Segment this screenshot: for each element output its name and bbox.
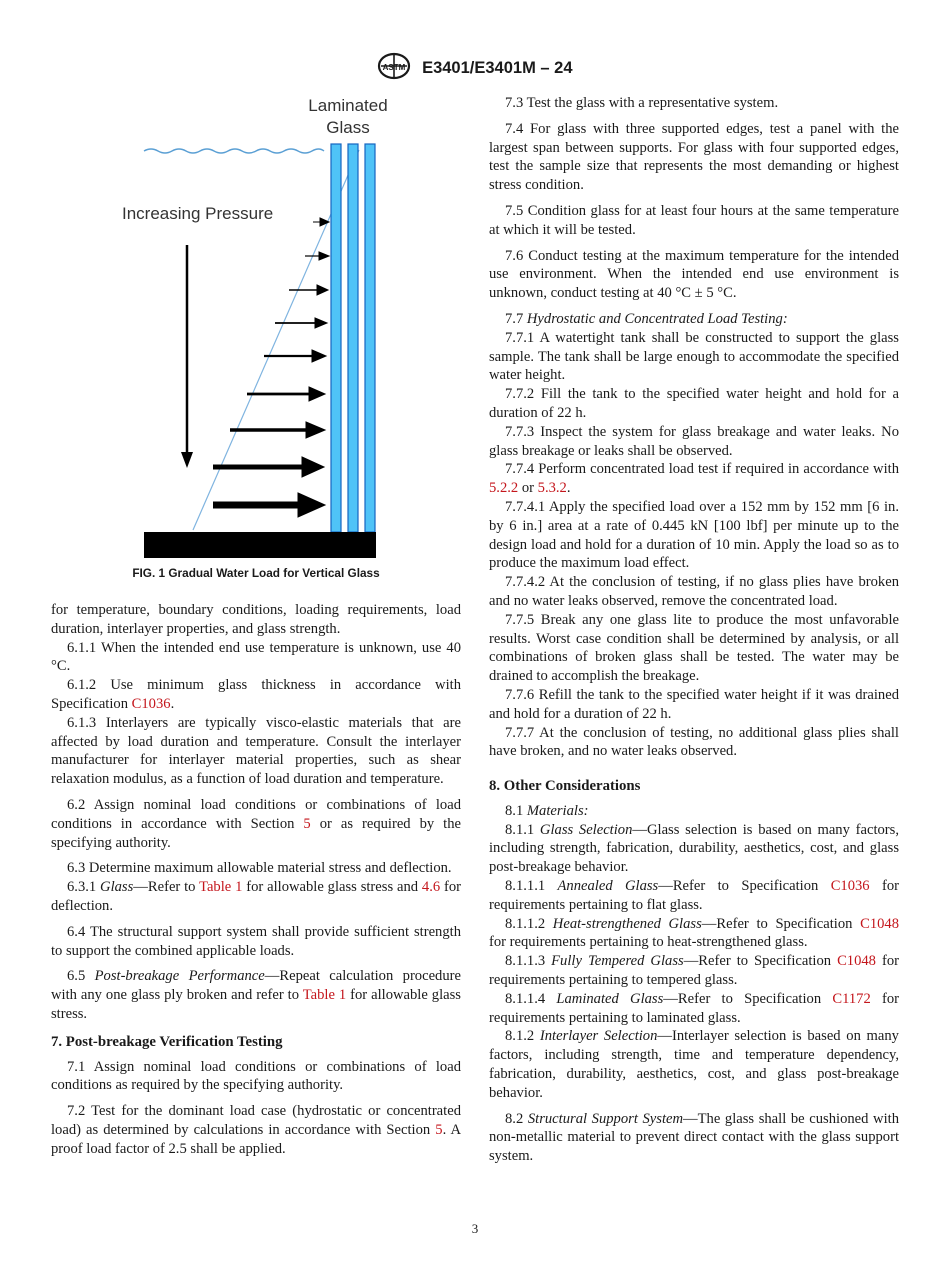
paragraph-7-1: 7.1 Assign nominal load conditions or combinations of load conditions as required by the specifying authority.	[51, 1058, 461, 1094]
paragraph-6-4: 6.4 The structural support system shall provide sufficient strength to support the combined applicable loads.	[51, 923, 461, 959]
water-surface	[144, 149, 324, 153]
page-number: 3	[471, 1221, 479, 1236]
link-section-5[interactable]: 5	[303, 815, 311, 832]
paragraph-6-2: 6.2 Assign nominal load conditions or combinations of load conditions in accordance with Section 5 or as required by the specifying authority.	[51, 796, 461, 851]
link-c1036[interactable]: C1036	[131, 695, 171, 712]
paragraph: for temperature, boundary conditions, loading requirements, load duration, interlayer properties, and glass strength.	[51, 602, 461, 637]
paragraph-7-7-4: 7.7.4 Perform concentrated load test if required in accordance with 5.2.2 or 5.3.2.	[489, 461, 899, 497]
paragraph-8-2: 8.2 Structural Support System—The glass shall be cushioned with non-metallic material to prevent direct contact with the glass support system.	[489, 1110, 899, 1165]
section-heading-7: 7. Post-breakage Verification Testing	[51, 1033, 283, 1050]
link-5-2-2[interactable]: 5.2.2	[489, 480, 519, 497]
paragraph-7-7-6: 7.7.6 Refill the tank to the specified water height if it was drained and hold for a duration of 22 h.	[489, 686, 899, 722]
paragraph-7-6: 7.6 Conduct testing at the maximum temperature for the intended use environment. When the intended end use environment is unknown, conduct testing at 40 °C ± 5 °C.	[489, 247, 899, 302]
paragraph-7-5: 7.5 Condition glass for at least four hours at the same temperature at which it will be tested.	[489, 202, 899, 238]
paragraph-8-1-1: 8.1.1 Glass Selection—Glass selection is based on many factors, including strength, fabrication, durability, aesthetics, cost, and glass post-breakage behavior.	[489, 821, 899, 876]
paragraph-7-7-5: 7.7.5 Break any one glass lite to produce the most unfavorable results. Worst case condition shall be determined by analysis, or all combinations of broken glass shall be tested. The water may be drained to accomplish the breakage.	[489, 611, 899, 685]
paragraph-6-5: 6.5 Post-breakage Performance—Repeat calculation procedure with any one glass ply broken and refer to Table 1 for allowable glass stress.	[51, 968, 461, 1022]
paragraph-6-1-2: 6.1.2 Use minimum glass thickness in accordance with Specification C1036.	[51, 677, 461, 712]
paragraph-8-1-1-4: 8.1.1.4 Laminated Glass—Refer to Specification C1172 for requirements pertaining to laminated glass.	[489, 990, 900, 1026]
paragraph-7-2: 7.2 Test for the dominant load case (hydrostatic or concentrated load) as determined by calculations in accordance with Section 5. A proof load factor of 2.5 shall be applied.	[51, 1103, 461, 1157]
astm-logo-icon	[377, 52, 411, 85]
figure-caption: FIG. 1 Gradual Water Load for Vertical Glass	[132, 566, 380, 580]
link-4-6[interactable]: 4.6	[421, 879, 441, 896]
page-header	[0, 52, 950, 85]
link-c1048[interactable]: C1048	[837, 953, 876, 970]
paragraph-7-7-4-2: 7.7.4.2 At the conclusion of testing, if no glass plies have broken and no water leaks observed, remove the concentrated load.	[489, 574, 899, 609]
right-column	[489, 94, 899, 1166]
paragraph-7-7-7: 7.7.7 At the conclusion of testing, no additional glass plies shall have broken, and no water leaks observed.	[489, 724, 899, 760]
paragraph-8-1-1-1: 8.1.1.1 Annealed Glass—Refer to Specification C1036 for requirements pertaining to flat glass.	[489, 878, 899, 913]
paragraph-8-1: 8.1 Materials:	[505, 802, 589, 819]
document-designation: E3401/E3401M – 24	[422, 59, 573, 77]
pressure-arrows	[213, 218, 329, 517]
glass-pane-3	[365, 144, 375, 532]
paragraph-6-3: 6.3 Determine maximum allowable material stress and deflection.	[67, 860, 452, 877]
paragraph-7-7: 7.7 Hydrostatic and Concentrated Load Testing:	[505, 310, 788, 327]
paragraph-7-7-3: 7.7.3 Inspect the system for glass breakage and water leaks. No glass breakage or leaks shall be observed.	[489, 423, 899, 459]
paragraph-8-1-2: 8.1.2 Interlayer Selection—Interlayer selection is based on many factors, including strength, time and temperature dependency, fabrication, durability, aesthetics, cost, and glass post-breakage behavior.	[489, 1028, 899, 1101]
link-section-5[interactable]: 5	[435, 1121, 443, 1138]
link-5-3-2[interactable]: 5.3.2	[537, 480, 567, 497]
link-c1036[interactable]: C1036	[830, 878, 870, 895]
link-table-1[interactable]: Table 1	[199, 879, 243, 896]
glass-label-line2: Glass	[326, 118, 370, 137]
glass-label-line1: Laminated	[308, 96, 388, 115]
paragraph-6-1-3: 6.1.3 Interlayers are typically visco-elastic materials that are affected by load duration and temperature. Consult the interlayer manufacturer for interlayer material properties, such as shear relaxation modulus, as a function of load duration and temperature.	[51, 714, 461, 788]
svg-text:ASTM: ASTM	[383, 63, 406, 72]
pressure-label: Increasing Pressure	[122, 204, 274, 223]
paragraph-7-7-1: 7.7.1 A watertight tank shall be constructed to support the glass sample. The tank shall be large enough to accommodate the specified water height.	[489, 329, 899, 384]
section-heading-8: 8. Other Considerations	[489, 778, 641, 795]
base-support	[144, 532, 376, 558]
paragraph-7-3: 7.3 Test the glass with a representative system.	[505, 95, 779, 111]
paragraph-8-1-1-2: 8.1.1.2 Heat-strengthened Glass—Refer to Specification C1048 for requirements pertaining to heat-strengthened glass.	[489, 915, 900, 951]
paragraph-7-7-2: 7.7.2 Fill the tank to the specified water height and hold for a duration of 22 h.	[489, 386, 899, 421]
link-c1172[interactable]: C1172	[832, 990, 871, 1007]
link-table-1[interactable]: Table 1	[302, 987, 347, 1004]
paragraph-7-7-4-1: 7.7.4.1 Apply the specified load over a 152 mm by 152 mm [6 in. by 6 in.] area at a rate of 0.445 kN [100 lbf] per minute up to the design load and hold for a duration of 10 min. Apply the load so as to produce the maximum load effect.	[489, 498, 899, 572]
glass-pane-1	[331, 144, 341, 532]
glass-pane-2	[348, 144, 358, 532]
left-column	[51, 601, 461, 1159]
figure-1	[100, 92, 410, 560]
paragraph-7-4: 7.4 For glass with three supported edges, test a panel with the largest span between supports. For glass with four supported edges, test the sample size that represents the most demanding or highest stress condition.	[489, 120, 899, 194]
link-c1048[interactable]: C1048	[860, 915, 900, 932]
paragraph-8-1-1-3: 8.1.1.3 Fully Tempered Glass—Refer to Specification C1048 for requirements pertaining to tempered glass.	[489, 953, 900, 989]
paragraph-6-3-1: 6.3.1 Glass—Refer to Table 1 for allowable glass stress and 4.6 for deflection.	[51, 879, 461, 914]
paragraph-6-1-1: 6.1.1 When the intended end use temperature is unknown, use 40 °C.	[51, 639, 461, 675]
